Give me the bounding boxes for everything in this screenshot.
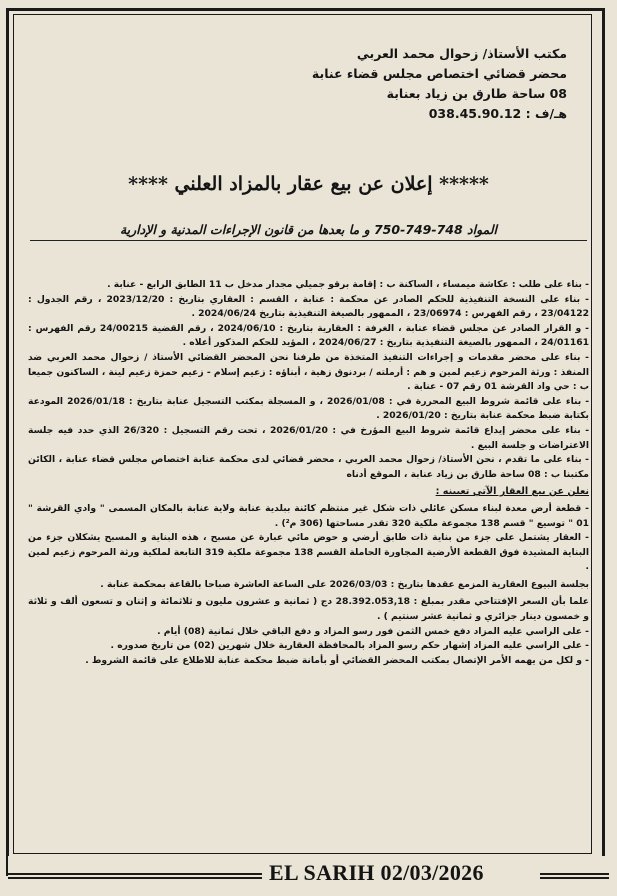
- paragraph-conditions: - بناء على قائمة شروط البيع المحررة في : 2026/01/08 ، و المسجلة بمكتب التسجيل عنابة بتاريخ : 2026/01/18 المودعة بكتابة ضبط محكمة عنابة بتاريخ : 2026/01/20 .: [28, 395, 590, 422]
- property-land: - قطعة أرض معدة لبناء مسكن عائلي ذات شكل غير منتظم كائنة ببلدية عنابة ولاية عنابة بالمكان المسمى " وادي القرشة " 01 " توسيع " قسم 138 مجموعة ملكية 320 تقدر مساحتها (306 م²) .: [28, 502, 589, 529]
- notice-body: [28, 278, 589, 668]
- header-office: مكتب الأستاذ/ زحوال محمد العربي: [356, 46, 567, 61]
- section-title: نعلن عن بيع العقار الآتي تعيينه :: [435, 486, 589, 498]
- footer-rule-right: [540, 873, 609, 879]
- bailiff-header: [247, 44, 567, 124]
- notice-subtitle: المواد 748-749-750 و ما بعدها من قانون الإجراءات المدنية و الإدارية: [30, 222, 587, 241]
- newspaper-footer: [8, 856, 609, 890]
- footer-rule-left: [8, 873, 262, 879]
- notice-title: ***** إعلان عن بيع عقار بالمزاد العلني ****: [128, 173, 489, 195]
- header-address: 08 ساحة طارق بن زياد بعنابة: [386, 86, 567, 101]
- note-contact: - و لكل من يهمه الأمر الإتصال بمكتب المحضر القضائي أو بأمانة ضبط محكمة عنابة للاطلاع على قائمة الشروط .: [85, 654, 589, 666]
- paragraph-bailiff: - بناء على ما تقدم ، نحن الأستاذ/ زحوال محمد العربي ، محضر قضائي لدى محكمة عنابة اختصاص مجلس قضاء عنابة ، الكائن مكتبنا ب : 08 ساحة طارق بن زياد عنابة ، الموقع أدناه: [28, 454, 589, 480]
- note-registration: - على الراسي عليه المزاد إشهار حكم رسو المزاد بالمحافظة العقارية خلال شهرين (02) من تاريخ صدوره .: [110, 640, 589, 652]
- auction-session: بجلسة البيوع العقارية المزمع عقدها بتاريخ : 2026/03/03 على الساعة العاشرة صباحا بالقاعة بمحكمة عنابة .: [100, 578, 589, 590]
- paragraph-judgment: - بناء على النسخة التنفيذية للحكم الصادر عن محكمة : عنابة ، القسم : العقاري بتاريخ : 2023/12/20 ، رقم الجدول : 23/04122 ، رقم الفهرس : 23/06974 ، الممهور بالصيغة التنفيذية بتاريخ 2024/06/24 .: [28, 293, 589, 320]
- newspaper-name-date: EL SARIH 02/03/2026: [265, 860, 488, 886]
- paragraph-requester: - بناء على طلب : عكاشة ميمساء ، الساكنة ب : إقامة برقو جميلي مجدار مدخل ب 11 الطابق الرابع - عنابة .: [107, 279, 589, 290]
- note-payment: - على الراسي عليه المزاد دفع خمس الثمن فور رسو المزاد و دفع الباقي خلال ثمانية (08) أيام .: [157, 625, 589, 637]
- property-building: - العقار يشتمل على جزء من بناية ذات طابق أرضي و حوض مائي عبارة عن مسبح ، هذه البناية و المسبح يشكلان جزء من البناية المشيدة فوق القطعة الأرضية المجاورة الحاملة القسم 138 مجموعة ملكية 319 التابعة لملكية ورثة المرحوم زعيم لمين .: [28, 532, 589, 573]
- paragraph-deposit: - بناء على محضر إيداع قائمة شروط البيع المؤرخ في : 2026/01/20 ، تحت رقم التسجيل : 26/320 الذي حدد فيه جلسة الاعتراضات و جلسة البيع .: [28, 424, 590, 451]
- opening-price: علما بأن السعر الإفتتاحي مقدر بمبلغ : 28.392.053,18 دج ( ثمانية و عشرون مليون و ثلاثمائة و إثنان و تسعون ألف و ثلاثة و خمسون دينار جزائري و ثمانية عشر سنتيم ) .: [28, 596, 589, 623]
- header-jurisdiction: محضر قضائي اختصاص مجلس قضاء عنابة: [311, 66, 567, 81]
- paragraph-execution: - بناء على محضر مقدمات و إجراءات التنفيذ المتخذة من طرفنا نحن المحضر القضائي الأستاذ / زحوال محمد العربي ضد المنفذ : ورثة المرحوم زعيم لمين و هم : أرملته / بردنوق زهية ، أبناؤه : زعيم إسلام - زعيم حمزة زعيم لينة ، الساكنون جميعا ب : حي واد القرشة 01 رقم 07 - عنابة .: [28, 351, 589, 393]
- paragraph-appeal-decision: - و القرار الصادر عن مجلس قضاء عنابة ، الغرفة : العقارية بتاريخ : 2024/06/10 ، رقم القضية 24/00215 رقم الفهرس : 24/01161 ، الممهور بالصيغة التنفيذية بتاريخ : 2024/06/27 ، المؤيد للحكم المذكور أعلاه .: [28, 322, 589, 349]
- header-phone: هـ/ف : 038.45.90.12: [428, 106, 567, 121]
